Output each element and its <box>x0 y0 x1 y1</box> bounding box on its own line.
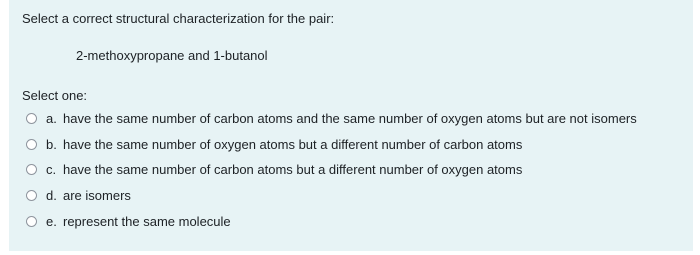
option-letter-e: e. <box>46 213 57 229</box>
radio-button-d[interactable] <box>26 190 37 201</box>
radio-button-a[interactable] <box>26 113 37 124</box>
option-letter-b: b. <box>46 136 57 152</box>
radio-button-e[interactable] <box>26 216 37 227</box>
question-panel <box>9 0 693 251</box>
answer-option-c[interactable] <box>26 158 522 180</box>
option-text-a: have the same number of carbon atoms and the same number of oxygen atoms but are not isomers <box>63 110 637 126</box>
answer-option-b[interactable] <box>26 133 522 155</box>
select-one-label: Select one: <box>22 88 88 103</box>
option-text-e: represent the same molecule <box>63 213 231 229</box>
option-letter-d: d. <box>46 187 57 203</box>
option-text-d: are isomers <box>63 187 131 203</box>
option-text-b: have the same number of oxygen atoms but a different number of carbon atoms <box>63 136 523 152</box>
question-prompt: Select a correct structural characterization for the pair: <box>22 11 335 26</box>
radio-button-c[interactable] <box>26 164 37 175</box>
option-letter-c: c. <box>46 161 57 177</box>
answer-options <box>9 0 693 251</box>
answer-option-e[interactable] <box>26 210 231 232</box>
radio-button-b[interactable] <box>26 139 37 150</box>
option-text-c: have the same number of carbon atoms but a different number of oxygen atoms <box>63 161 523 177</box>
answer-option-d[interactable] <box>26 184 131 206</box>
molecule-pair: 2-methoxypropane and 1-butanol <box>76 48 268 63</box>
option-letter-a: a. <box>46 110 57 126</box>
answer-option-a[interactable] <box>26 107 637 129</box>
